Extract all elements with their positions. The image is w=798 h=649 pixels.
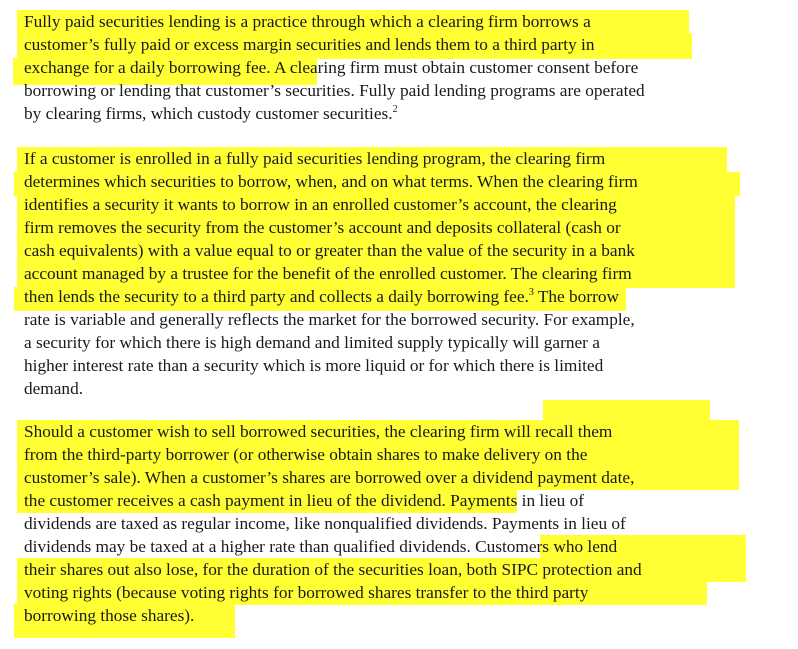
text-line: If a customer is enrolled in a fully paid securities lending program, the clearing firm	[24, 149, 606, 168]
text-line: rate is variable and generally reflects the market for the borrowed security. For example,	[24, 310, 635, 329]
text-line: borrowing or lending that customer’s securities. Fully paid lending programs are operated	[24, 81, 645, 100]
text-line: their shares out also lose, for the duration of the securities loan, both SIPC protection and	[24, 560, 642, 579]
text-line: cash equivalents) with a value equal to or greater than the value of the security in a bank	[24, 241, 635, 260]
text-line: a security for which there is high demand and limited supply typically will garner a	[24, 333, 600, 352]
text-line: from the third-party borrower (or otherwise obtain shares to make delivery on the	[24, 445, 588, 464]
text-line: determines which securities to borrow, when, and on what terms. When the clearing firm	[24, 172, 638, 191]
footnote-marker: 3	[528, 287, 534, 298]
text-line: dividends are taxed as regular income, like nonqualified dividends. Payments in lieu of	[24, 514, 626, 533]
text-line: firm removes the security from the customer’s account and deposits collateral (cash or	[24, 218, 621, 237]
text-line: the customer receives a cash payment in lieu of the dividend. Payments in lieu of	[24, 491, 585, 510]
text-line: customer’s sale). When a customer’s shares are borrowed over a dividend payment date,	[24, 468, 635, 487]
text-line: account managed by a trustee for the benefit of the enrolled customer. The clearing firm	[24, 264, 632, 283]
text-line: dividends may be taxed at a higher rate than qualified dividends. Customers who lend	[24, 537, 618, 556]
text-line: by clearing firms, which custody customer securities.$^2$	[24, 104, 398, 123]
text-line: demand.	[24, 379, 84, 398]
text-line: customer’s fully paid or excess margin securities and lends them to a third party in	[24, 35, 595, 54]
text-line: identifies a security it wants to borrow in an enrolled customer’s account, the clearing	[24, 195, 617, 214]
text-line: exchange for a daily borrowing fee. A clearing firm must obtain customer consent before	[24, 58, 639, 77]
text-line: higher interest rate than a security which is more liquid or for which there is limited	[24, 356, 604, 375]
footnote-marker: 2	[392, 104, 398, 115]
text-line: then lends the security to a third party and collects a daily borrowing fee.$^3$ The borrow	[24, 287, 619, 306]
text-line: borrowing those shares).	[24, 606, 195, 625]
text-line: Should a customer wish to sell borrowed securities, the clearing firm will recall them	[24, 422, 613, 441]
text-line: voting rights (because voting rights for borrowed shares transfer to the third party	[24, 583, 589, 602]
text-line: Fully paid securities lending is a practice through which a clearing firm borrows a	[24, 12, 591, 31]
